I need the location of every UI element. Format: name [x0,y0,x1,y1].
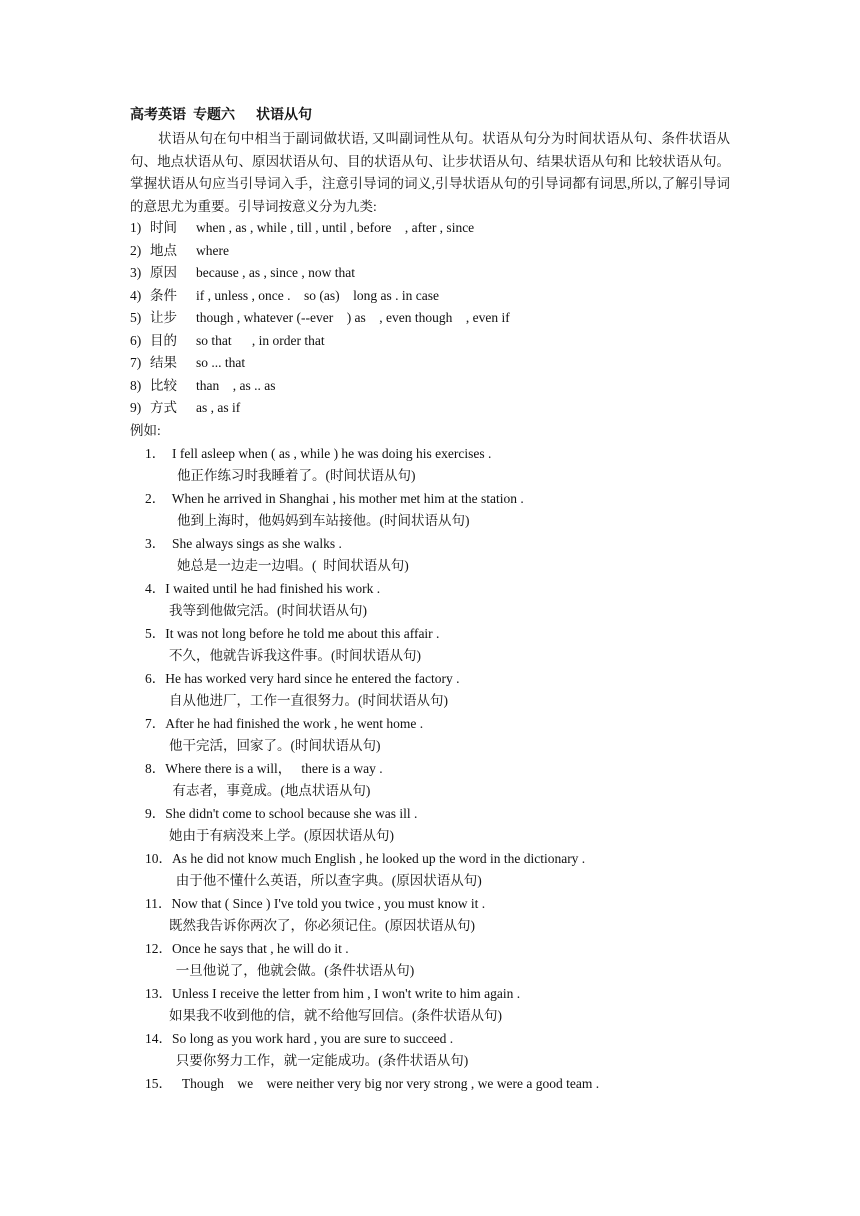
category-number: 4) [130,287,142,303]
category-words: if , unless , once . so (as) long as . in case [196,287,439,303]
category-words: though , whatever (--ever ) as , even though , even if [196,310,510,325]
category-item [130,308,510,328]
example-chinese: 如果我不收到他的信，就不给他写回信。(条件状语从句) [169,1007,502,1023]
example-chinese: 他正作练习时我睡着了。(时间状语从句) [177,467,416,483]
example-english: 2． When he arrived in Shanghai , his mother met him at the station . [145,491,524,506]
examples-label: 例如: [130,423,161,438]
example-chinese: 既然我告诉你两次了，你必须记住。(原因状语从句) [169,917,475,933]
example-english: 12．Once he says that , he will do it . [145,941,349,956]
example-english: 7．After he had finished the work , he went home . [145,716,424,731]
category-item [130,263,355,283]
category-number: 6) [130,332,142,348]
example-english: 8．Where there is a will， there is a way . [145,761,383,776]
example-chinese: 不久，他就告诉我这件事。(时间状语从句) [169,647,421,663]
category-item [130,218,474,238]
category-words: where [196,242,229,258]
category-name: 时间 [150,220,177,235]
category-words: because , as , since , now that [196,265,355,280]
category-name: 目的 [150,332,177,348]
example-english: 9．She didn't come to school because she was ill . [145,806,418,821]
category-item [130,353,245,373]
category-words: when , as , while , till , until , before , after , since [196,220,475,235]
category-number: 7) [130,355,142,370]
example-english: 14．So long as you work hard , you are sure to succeed . [145,1031,454,1046]
example-english: 5．It was not long before he told me about this affair . [145,626,440,641]
category-name: 条件 [150,287,177,303]
category-words: so ... that [196,355,246,370]
example-english: 10．As he did not know much English , he looked up the word in the dictionary . [145,851,586,866]
example-chinese: 他到上海时，他妈妈到车站接他。(时间状语从句) [177,512,470,528]
category-name: 比较 [150,377,177,393]
category-number: 8) [130,377,142,393]
category-name: 地点 [150,242,177,258]
category-words: than , as .. as [196,377,276,393]
example-chinese: 自从他进厂，工作一直很努力。(时间状语从句) [169,692,448,708]
page-title: 高考英语 专题六 状语从句 [130,108,312,123]
example-english: 11．Now that ( Since ) I've told you twice , you must know it . [145,896,486,911]
category-item [130,286,439,306]
category-name: 方式 [150,400,177,415]
example-chinese: 我等到他做完活。(时间状语从句) [169,602,367,618]
example-chinese: 只要你努力工作，就一定能成功。(条件状语从句) [169,1052,469,1068]
intro-paragraph: 状语从句在句中相当于副词做状语, 又叫副词性从句。状语从句分为时间状语从句、条件状语从句、地点状语从句、原因状语从句、目的状语从句、让步状语从句、结果状语从句和 比较状语从句。掌握状语从句应当引导词入手，注意引导词的词义,引导状语从句的引导词都有词思,所以,了解引导词的意思尤为重要。引导词按意义分为九类: [130,131,730,214]
category-item [130,331,325,351]
example-chinese: 有志者，事竟成。(地点状语从句) [169,782,371,798]
example-chinese: 由于他不懂什么英语，所以查字典。(原因状语从句) [169,872,482,888]
category-number: 2) [130,242,142,258]
category-name: 让步 [150,310,177,325]
category-number: 1) [130,220,142,235]
example-chinese: 他干完活，回家了。(时间状语从句) [169,737,381,753]
example-chinese: 她总是一边走一边唱。( 时间状语从句) [177,557,409,573]
example-english: 6．He has worked very hard since he entered the factory . [145,671,460,686]
category-words: so that , in order that [196,332,325,348]
example-english: 4．I waited until he had finished his work . [145,581,381,596]
example-english: 13．Unless I receive the letter from him , I won't write to him again . [145,986,521,1001]
example-english: 3． She always sings as she walks . [145,536,342,551]
example-english: 1． I fell asleep when ( as , while ) he was doing his exercises . [145,446,492,461]
category-name: 结果 [150,355,177,370]
category-words: as , as if [196,400,241,415]
category-number: 9) [130,400,142,415]
category-item [130,398,240,418]
category-number: 3) [130,265,142,280]
example-chinese: 一旦他说了，他就会做。(条件状语从句) [169,962,415,978]
category-number: 5) [130,310,142,325]
category-item [130,241,229,261]
example-english: 15． Though we were neither very big nor very strong , we were a good team . [145,1076,600,1091]
category-name: 原因 [150,265,177,280]
example-chinese: 她由于有病没来上学。(原因状语从句) [169,827,394,843]
category-item [130,376,275,396]
